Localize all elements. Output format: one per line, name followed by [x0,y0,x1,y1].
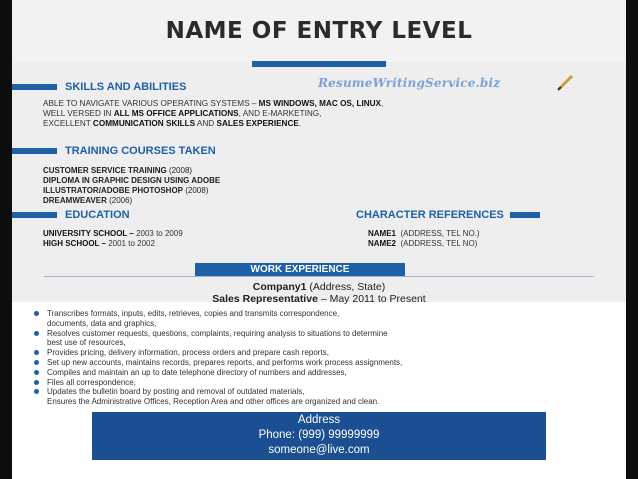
training-list [43,166,220,206]
references-list [368,229,480,249]
work-heading: WORK EXPERIENCE [195,263,405,276]
list-item: DIPLOMA IN GRAPHIC DESIGN USING ADOBE [43,176,221,185]
bullet-icon [34,311,39,316]
divider [44,276,594,277]
email-text: someone@live.com [268,444,370,456]
responsibilities-list [32,309,612,407]
address-text: Address [297,414,341,426]
list-item: Compiles and maintain an up to date telephone directory of numbers and addresses, [32,368,612,378]
list-item: best use of resources, [47,338,126,348]
section-bar [12,84,57,90]
section-bar [12,212,57,218]
list-item: UNIVERSITY SCHOOL – 2003 to 2009 [43,229,183,238]
training-heading-label: TRAINING COURSES TAKEN [65,145,216,157]
role-line: Sales Representative – May 2011 to Present [212,293,426,305]
company-line: Company1 (Address, State) [252,281,386,293]
education-heading [12,208,130,222]
list-item: Ensures the Administrative Offices, Reception Area and other offices are organized and clean. [47,397,380,407]
bullet-icon [34,389,39,394]
list-item: CUSTOMER SERVICE TRAINING (2008) [43,166,193,175]
list-item: NAME2 (ADDRESS, TEL NO) [368,239,478,248]
section-bar [510,212,540,218]
skills-heading-label: SKILLS AND ABILITIES [65,81,187,93]
list-item: Set up new accounts, maintains records, prepares reports, and performs work process assignments, [32,358,612,368]
watermark: ResumeWritingService.biz [318,76,501,90]
training-heading [12,144,216,158]
list-item: HIGH SCHOOL – 2001 to 2002 [43,239,155,248]
contact-footer [92,412,546,460]
skills-heading [12,80,186,94]
pen-icon [556,72,576,92]
list-item: Transcribes formats, inputs, edits, retrieves, copies and transmits correspondence, [32,309,612,319]
bullet-icon [34,350,39,355]
page-title: NAME OF ENTRY LEVEL [165,18,473,44]
list-item: Resolves customer requests, questions, complaints, requiring analysis to situations to determine [32,329,612,339]
list-item: Files all correspondence, [32,378,612,388]
list-item: NAME1 (ADDRESS, TEL NO.) [368,229,480,238]
section-bar [12,148,57,154]
skills-text: ABLE TO NAVIGATE VARIOUS OPERATING SYSTEMS – MS WINDOWS, MAC OS, LINUX, WELL VERSED IN ALL MS OFFICE APPLICATIONS, AND E-MARKETING, EXCELLENT COMMUNICATION SKILLS AND SALES EXPERIENCE. [43,99,384,129]
title-underline [252,61,386,67]
bullet-icon [34,331,39,336]
list-item: DREAMWEAVER (2006) [43,196,133,205]
list-item: Provides pricing, delivery information, process orders and prepare cash reports, [32,348,612,358]
education-heading-label: EDUCATION [65,209,130,221]
bullet-icon [34,360,39,365]
phone-text: Phone: (999) 99999999 [258,429,380,441]
bullet-icon [34,380,39,385]
list-item: documents, data and graphics, [47,318,157,328]
education-list [43,229,183,249]
list-item: Updates the bulletin board by posting and removal of outdated materials, [32,387,612,397]
references-heading-label: CHARACTER REFERENCES [356,209,504,221]
list-item: ILLUSTRATOR/ADOBE PHOTOSHOP (2008) [43,186,209,195]
references-heading [356,208,540,222]
resume-page [12,0,626,479]
bullet-icon [34,370,39,375]
